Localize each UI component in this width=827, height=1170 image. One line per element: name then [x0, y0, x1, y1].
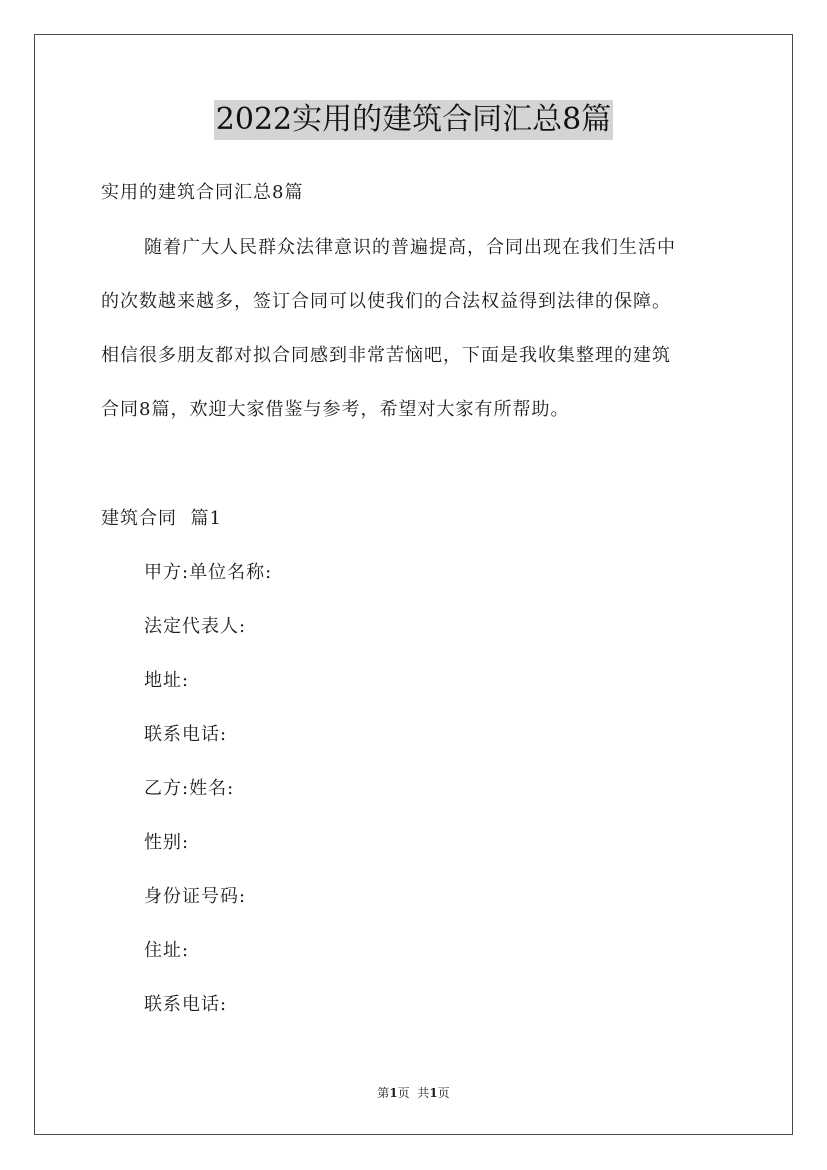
- field-phone-b: 联系电话:: [144, 994, 228, 1015]
- field-gender: 性别:: [144, 832, 190, 853]
- section-heading: 建筑合同 篇1: [101, 508, 222, 529]
- footer-current-page: 1: [389, 1086, 398, 1100]
- footer-suffix: 页: [437, 1086, 450, 1100]
- page-footer: [0, 1085, 827, 1101]
- intro-line: 合同8篇，欢迎大家借鉴与参考，希望对大家有所帮助。: [101, 399, 570, 420]
- field-id-number: 身份证号码:: [144, 886, 247, 907]
- intro-line: 的次数越来越多，签订合同可以使我们的合法权益得到法律的保障。: [101, 291, 671, 312]
- document-title: 2022实用的建筑合同汇总8篇: [214, 100, 613, 140]
- intro-line: 随着广大人民群众法律意识的普遍提高，合同出现在我们生活中: [144, 237, 676, 258]
- intro-line: 相信很多朋友都对拟合同感到非常苦恼吧，下面是我收集整理的建筑: [101, 345, 671, 366]
- footer-mid: 页 共: [397, 1086, 430, 1100]
- document-subtitle: 实用的建筑合同汇总8篇: [101, 182, 304, 203]
- field-address: 地址:: [144, 670, 190, 691]
- field-phone-a: 联系电话:: [144, 724, 228, 745]
- footer-prefix: 第: [377, 1086, 390, 1100]
- field-party-b-name: 乙方:姓名:: [144, 778, 235, 799]
- field-legal-rep: 法定代表人:: [144, 616, 247, 637]
- field-residence: 住址:: [144, 940, 190, 961]
- footer-total-pages: 1: [429, 1086, 438, 1100]
- title-container: [0, 100, 827, 140]
- field-party-a-unit: 甲方:单位名称:: [144, 562, 273, 583]
